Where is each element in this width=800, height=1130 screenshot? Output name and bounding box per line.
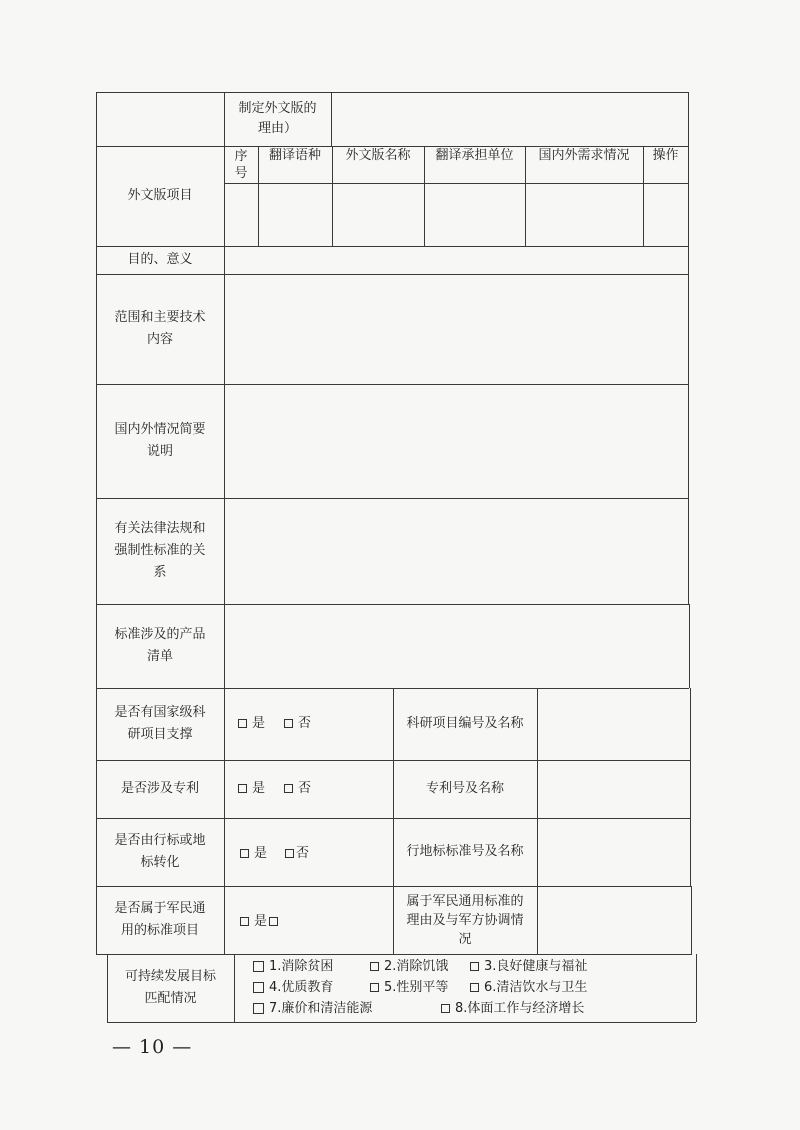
checkbox-icon: [284, 719, 293, 728]
table-line: [224, 183, 688, 184]
option-label: 3.良好健康与福祉: [484, 959, 588, 974]
table-line: [537, 688, 538, 954]
checkbox-icon: [269, 917, 278, 926]
checkbox-icon: [253, 1003, 264, 1014]
convert-no-option[interactable]: [285, 845, 309, 863]
table-line: [696, 954, 697, 1022]
table-line: [96, 92, 688, 93]
option-label: 是: [252, 781, 266, 796]
patent-right-label: 专利号及名称: [425, 781, 504, 796]
checkbox-icon: [240, 849, 249, 858]
sdg-option-7[interactable]: [253, 1000, 372, 1018]
research-right-label: 科研项目编号及名称: [406, 716, 524, 731]
sdg-option-3[interactable]: [470, 958, 587, 976]
foreign-header-name: 外文版名称: [345, 148, 411, 163]
convert-label: 是否由行标或地 标转化: [114, 833, 206, 870]
page-number: — 10 —: [112, 1036, 193, 1058]
option-label: 是: [254, 914, 268, 929]
sdg-option-1[interactable]: [253, 958, 333, 976]
option-label: 8.体面工作与经济增长: [455, 1001, 585, 1016]
sdg-option-6[interactable]: [470, 979, 587, 997]
products-label: 标准涉及的产品 清单: [114, 627, 206, 664]
military-right-label: 属于军民通用标准的 理由及与军方协调情 况: [406, 893, 524, 947]
table-line: [331, 92, 332, 146]
option-label: 7.廉价和清洁能源: [269, 1001, 373, 1016]
checkbox-icon: [238, 719, 247, 728]
checkbox-icon: [370, 983, 379, 992]
checkbox-icon: [240, 917, 249, 926]
table-line: [107, 1022, 696, 1023]
scope-label: 范围和主要技术 内容: [114, 310, 206, 347]
sdg-label: 可持续发展目标 匹配情况: [124, 969, 216, 1006]
checkbox-icon: [441, 1004, 450, 1013]
checkbox-icon: [470, 962, 479, 971]
sdg-option-2[interactable]: [370, 958, 448, 976]
law-label: 有关法律法规和 强制性标准的关 系: [114, 521, 206, 580]
sdg-option-8[interactable]: [441, 1000, 584, 1018]
sdg-option-4[interactable]: [253, 979, 333, 997]
purpose-label: 目的、意义: [127, 252, 193, 267]
patent-no-option[interactable]: [284, 780, 311, 798]
table-line: [234, 954, 235, 1022]
checkbox-icon: [253, 961, 264, 972]
research-yes-option[interactable]: [238, 715, 265, 733]
option-label: 1.消除贫困: [269, 959, 334, 974]
option-label: 6.清洁饮水与卫生: [484, 980, 588, 995]
table-line: [224, 92, 225, 954]
option-label: 4.优质教育: [269, 980, 334, 995]
option-label: 否: [298, 781, 312, 796]
foreign-header-index: 序 号: [234, 148, 248, 181]
patent-label: 是否涉及专利: [120, 781, 199, 796]
table-line: [689, 604, 690, 688]
option-label: 否: [296, 846, 310, 861]
checkbox-icon: [238, 784, 247, 793]
checkbox-icon: [470, 983, 479, 992]
checkbox-icon: [284, 784, 293, 793]
research-no-option[interactable]: [284, 715, 311, 733]
option-label: 否: [298, 716, 312, 731]
foreign-header-unit: 翻译承担单位: [435, 148, 514, 163]
reason-label: 制定外文版的 理由）: [238, 101, 317, 136]
option-label: 2.消除饥饿: [384, 959, 449, 974]
foreign-header-language: 翻译语种: [268, 148, 321, 163]
table-line: [691, 886, 692, 954]
military-yes-option[interactable]: [240, 913, 283, 931]
situation-label: 国内外情况简要 说明: [114, 422, 206, 459]
patent-yes-option[interactable]: [238, 780, 265, 798]
table-line: [690, 688, 691, 886]
table-line: [688, 92, 689, 604]
convert-right-label: 行地标标准号及名称: [406, 844, 524, 859]
checkbox-icon: [370, 962, 379, 971]
foreign-header-action: 操作: [652, 148, 679, 163]
military-label: 是否属于军民通 用的标准项目: [114, 901, 206, 938]
foreign-project-label: 外文版项目: [127, 188, 193, 203]
sdg-option-5[interactable]: [370, 979, 448, 997]
option-label: 是: [254, 846, 268, 861]
option-label: 是: [252, 716, 266, 731]
research-label: 是否有国家级科 研项目支撑: [114, 705, 206, 742]
convert-yes-option[interactable]: [240, 845, 267, 863]
checkbox-icon: [285, 849, 294, 858]
checkbox-icon: [253, 982, 264, 993]
foreign-header-demand: 国内外需求情况: [538, 148, 630, 163]
option-label: 5.性别平等: [384, 980, 449, 995]
